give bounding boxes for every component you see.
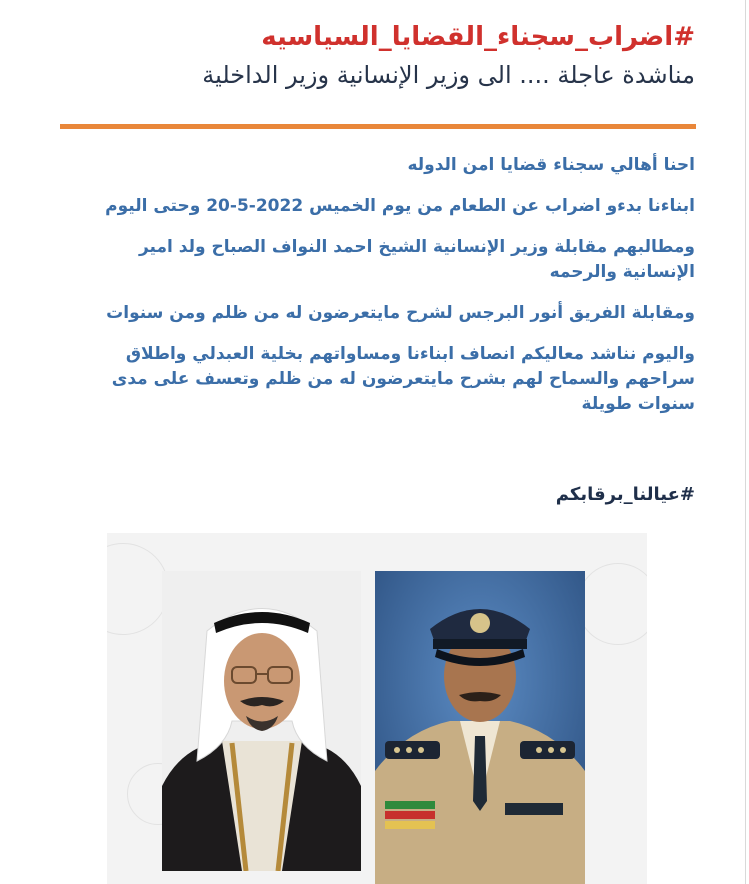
paragraph: ابناءنا بدءو اضراب عن الطعام من يوم الخميس 2022-5-20 وحتى اليوم [105, 196, 695, 216]
photo-collage [107, 533, 647, 884]
portrait-minister-illustration [162, 571, 361, 871]
portrait-police-chief [375, 571, 585, 884]
message-body [95, 153, 695, 433]
paragraph: احنا أهالي سجناء قضايا امن الدوله [407, 155, 695, 175]
portrait-police-chief-illustration [375, 571, 585, 884]
background-ornament [577, 563, 647, 645]
page-edge-line [745, 0, 746, 884]
background-ornament [107, 543, 169, 635]
paragraph: ومطالبهم مقابلة وزير الإنسانية الشيخ احمد النواف الصباح ولد امير الإنسانية والرحمه [138, 237, 695, 282]
portrait-minister [162, 571, 361, 871]
footer-hashtag: #عيالنا_برقابكم [555, 484, 695, 505]
divider [60, 124, 696, 129]
paragraph: واليوم نناشد معاليكم انصاف ابناءنا ومساواتهم بخلية العبدلي واطلاق سراحهم والسماح لهم بشرح مايتعرضون له من ظلم وتعسف على مدى سنوات طويلة [111, 344, 695, 414]
hashtag-title: #اضراب_سجناء_القضايا_السياسيه [261, 22, 695, 52]
page-subtitle: مناشدة عاجلة .... الى وزير الإنسانية وزير الداخلية [202, 61, 695, 89]
paragraph: ومقابلة الفريق أنور البرجس لشرح مايتعرضون له من ظلم ومن سنوات [106, 303, 695, 323]
